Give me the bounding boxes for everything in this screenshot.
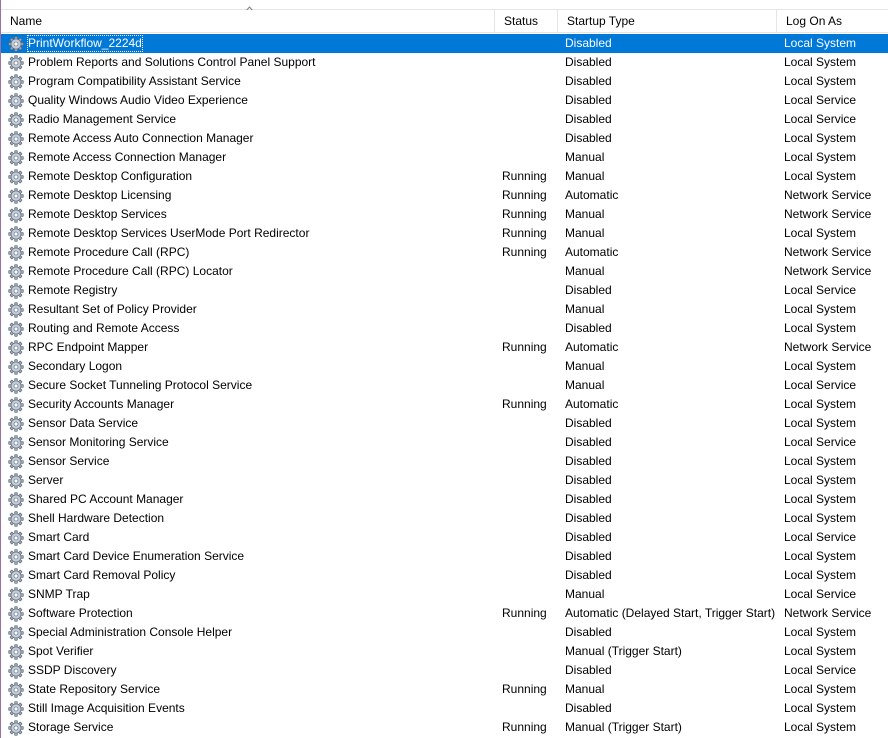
gear-icon	[8, 454, 24, 470]
service-name: Smart Card Device Enumeration Service	[28, 549, 245, 563]
service-log-on-as: Network Service	[784, 207, 872, 221]
service-name: Radio Management Service	[28, 112, 177, 126]
service-name: Shared PC Account Manager	[28, 492, 184, 506]
gear-icon	[8, 606, 24, 622]
gear-icon	[8, 36, 24, 52]
service-status	[495, 91, 558, 110]
service-startup-type: Automatic	[565, 245, 619, 259]
gear-icon	[8, 397, 24, 413]
service-name: Sensor Service	[28, 454, 110, 468]
gear-icon	[8, 169, 24, 185]
service-row[interactable]	[1, 167, 888, 186]
service-startup-type: Disabled	[565, 454, 612, 468]
service-name-cell	[1, 300, 495, 319]
service-name-cell	[1, 262, 495, 281]
gear-icon	[8, 207, 24, 223]
service-startup-type: Automatic (Delayed Start, Trigger Start)	[565, 606, 776, 620]
service-row[interactable]	[1, 262, 888, 281]
service-log-on-as: Local Service	[784, 378, 857, 392]
gear-icon	[8, 150, 24, 166]
service-name-cell	[1, 452, 495, 471]
service-status	[495, 528, 558, 547]
service-name-cell	[1, 661, 495, 680]
service-name: Routing and Remote Access	[28, 321, 180, 335]
service-log-on-as: Local Service	[784, 663, 857, 677]
service-row[interactable]	[1, 148, 888, 167]
column-header-row	[1, 10, 888, 33]
service-log-on-as: Local Service	[784, 283, 857, 297]
gear-icon	[8, 245, 24, 261]
service-status	[495, 452, 558, 471]
service-name-cell	[1, 186, 495, 205]
service-name: Sensor Monitoring Service	[28, 435, 169, 449]
service-row[interactable]	[1, 642, 888, 661]
service-name: Remote Access Connection Manager	[28, 150, 227, 164]
service-row[interactable]	[1, 338, 888, 357]
service-name-cell	[1, 281, 495, 300]
service-status: Running	[502, 682, 547, 696]
gear-icon	[8, 283, 24, 299]
service-name: Remote Procedure Call (RPC) Locator	[28, 264, 233, 278]
service-name-cell	[1, 414, 495, 433]
service-name-cell	[1, 566, 495, 585]
service-name: Secondary Logon	[28, 359, 123, 373]
service-row[interactable]	[1, 110, 888, 129]
service-name-cell	[1, 205, 495, 224]
service-row[interactable]	[1, 509, 888, 528]
service-name-cell	[1, 224, 495, 243]
service-log-on-as: Local System	[784, 302, 857, 316]
service-startup-type: Disabled	[565, 74, 612, 88]
service-name-cell	[1, 34, 495, 53]
service-startup-type: Disabled	[565, 283, 612, 297]
service-name-cell	[1, 148, 495, 167]
service-name: Special Administration Console Helper	[28, 625, 233, 639]
service-name: SNMP Trap	[28, 587, 90, 601]
gear-icon	[8, 378, 24, 394]
gear-icon	[8, 530, 24, 546]
service-name: Remote Desktop Licensing	[28, 188, 172, 202]
service-row[interactable]	[1, 490, 888, 509]
service-row[interactable]	[1, 72, 888, 91]
service-log-on-as: Local Service	[784, 587, 857, 601]
service-status	[495, 34, 558, 53]
gear-icon	[8, 720, 24, 736]
service-log-on-as: Network Service	[784, 188, 872, 202]
service-row[interactable]	[1, 699, 888, 718]
service-startup-type: Manual	[565, 359, 605, 373]
service-status	[495, 547, 558, 566]
service-name: Shell Hardware Detection	[28, 511, 165, 525]
service-startup-type: Disabled	[565, 530, 612, 544]
service-name: PrintWorkflow_2224d	[28, 36, 142, 50]
service-row[interactable]	[1, 376, 888, 395]
service-row[interactable]	[1, 718, 888, 737]
gear-icon	[8, 340, 24, 356]
service-name: Storage Service	[28, 720, 114, 734]
service-name-cell	[1, 509, 495, 528]
gear-icon	[8, 587, 24, 603]
service-startup-type: Disabled	[565, 701, 612, 715]
service-startup-type: Manual (Trigger Start)	[565, 644, 682, 658]
column-header-log-on-as[interactable]: Log On As	[786, 14, 843, 28]
service-name: Quality Windows Audio Video Experience	[28, 93, 248, 107]
service-status	[495, 129, 558, 148]
service-status	[495, 110, 558, 129]
gear-icon	[8, 264, 24, 280]
service-log-on-as: Local System	[784, 511, 857, 525]
service-row[interactable]	[1, 53, 888, 72]
service-row[interactable]	[1, 452, 888, 471]
gear-icon	[8, 568, 24, 584]
service-row[interactable]	[1, 414, 888, 433]
service-row[interactable]	[1, 471, 888, 490]
gear-icon	[8, 644, 24, 660]
gear-icon	[8, 416, 24, 432]
gear-icon	[8, 93, 24, 109]
service-log-on-as: Local System	[784, 454, 857, 468]
service-startup-type: Manual	[565, 587, 605, 601]
service-row[interactable]	[1, 547, 888, 566]
service-log-on-as: Network Service	[784, 245, 872, 259]
service-startup-type: Automatic	[565, 340, 619, 354]
service-row[interactable]	[1, 680, 888, 699]
service-status	[495, 281, 558, 300]
service-rows	[1, 34, 888, 737]
service-name: Remote Registry	[28, 283, 118, 297]
service-startup-type: Disabled	[565, 492, 612, 506]
service-status	[495, 661, 558, 680]
gear-icon	[8, 302, 24, 318]
service-name: Remote Desktop Services	[28, 207, 167, 221]
service-status: Running	[502, 720, 547, 734]
service-status	[495, 414, 558, 433]
service-status	[495, 623, 558, 642]
service-startup-type: Manual	[565, 302, 605, 316]
service-status	[495, 376, 558, 395]
service-status	[495, 300, 558, 319]
service-row[interactable]	[1, 205, 888, 224]
service-row[interactable]	[1, 395, 888, 414]
service-row[interactable]	[1, 528, 888, 547]
service-log-on-as: Local System	[784, 150, 857, 164]
service-name-cell	[1, 376, 495, 395]
service-startup-type: Disabled	[565, 131, 612, 145]
service-name-cell	[1, 547, 495, 566]
service-log-on-as: Local System	[784, 492, 857, 506]
service-startup-type: Disabled	[565, 549, 612, 563]
gear-icon	[8, 55, 24, 71]
service-startup-type: Manual (Trigger Start)	[565, 720, 682, 734]
gear-icon	[8, 226, 24, 242]
service-row[interactable]	[1, 566, 888, 585]
service-name-cell	[1, 604, 495, 623]
service-log-on-as: Local System	[784, 359, 857, 373]
service-log-on-as: Local System	[784, 720, 857, 734]
service-log-on-as: Local System	[784, 416, 857, 430]
service-log-on-as: Local Service	[784, 435, 857, 449]
service-name: Spot Verifier	[28, 644, 94, 658]
service-name: Remote Procedure Call (RPC)	[28, 245, 190, 259]
service-startup-type: Disabled	[565, 416, 612, 430]
service-startup-type: Disabled	[565, 93, 612, 107]
service-row[interactable]	[1, 34, 888, 53]
service-status: Running	[502, 207, 547, 221]
service-log-on-as: Local System	[784, 321, 857, 335]
service-row[interactable]	[1, 129, 888, 148]
service-status: Running	[502, 606, 547, 620]
service-status	[495, 53, 558, 72]
gear-icon	[8, 359, 24, 375]
service-startup-type: Manual	[565, 682, 605, 696]
service-name: SSDP Discovery	[28, 663, 117, 677]
service-row[interactable]	[1, 281, 888, 300]
service-name: Still Image Acquisition Events	[28, 701, 185, 715]
service-log-on-as: Local System	[784, 682, 857, 696]
service-status	[495, 433, 558, 452]
service-status	[495, 471, 558, 490]
gear-icon	[8, 321, 24, 337]
service-name-cell	[1, 433, 495, 452]
gear-icon	[8, 492, 24, 508]
service-log-on-as: Local System	[784, 36, 857, 50]
service-startup-type: Manual	[565, 169, 605, 183]
service-name: Remote Desktop Services UserMode Port Redirector	[28, 226, 310, 240]
service-log-on-as: Local System	[784, 473, 857, 487]
service-row[interactable]	[1, 357, 888, 376]
service-log-on-as: Local System	[784, 169, 857, 183]
service-startup-type: Disabled	[565, 473, 612, 487]
service-status	[495, 262, 558, 281]
service-name: Smart Card Removal Policy	[28, 568, 176, 582]
gear-icon	[8, 74, 24, 90]
service-name-cell	[1, 395, 495, 414]
service-log-on-as: Local System	[784, 549, 857, 563]
service-name: Server	[28, 473, 64, 487]
service-startup-type: Disabled	[565, 55, 612, 69]
service-log-on-as: Network Service	[784, 264, 872, 278]
service-name-cell	[1, 528, 495, 547]
service-name-cell	[1, 91, 495, 110]
gear-icon	[8, 511, 24, 527]
service-name-cell	[1, 490, 495, 509]
service-name: Sensor Data Service	[28, 416, 139, 430]
service-log-on-as: Local System	[784, 625, 857, 639]
gear-icon	[8, 701, 24, 717]
service-status	[495, 566, 558, 585]
service-startup-type: Disabled	[565, 625, 612, 639]
service-startup-type: Disabled	[565, 435, 612, 449]
service-row[interactable]	[1, 319, 888, 338]
service-startup-type: Disabled	[565, 321, 612, 335]
service-log-on-as: Local Service	[784, 93, 857, 107]
service-name: State Repository Service	[28, 682, 161, 696]
service-name: Remote Desktop Configuration	[28, 169, 193, 183]
service-row[interactable]	[1, 186, 888, 205]
service-log-on-as: Local System	[784, 131, 857, 145]
service-name: Smart Card	[28, 530, 90, 544]
gear-icon	[8, 625, 24, 641]
service-status	[495, 642, 558, 661]
service-row[interactable]	[1, 661, 888, 680]
service-name: Resultant Set of Policy Provider	[28, 302, 197, 316]
service-row[interactable]	[1, 604, 888, 623]
service-startup-type: Manual	[565, 226, 605, 240]
service-name-cell	[1, 167, 495, 186]
gear-icon	[8, 112, 24, 128]
service-status	[495, 319, 558, 338]
column-header-name[interactable]: Name	[1, 10, 495, 32]
service-log-on-as: Local System	[784, 644, 857, 658]
service-name-cell	[1, 680, 495, 699]
service-status	[495, 509, 558, 528]
service-name-cell	[1, 319, 495, 338]
service-startup-type: Disabled	[565, 568, 612, 582]
service-log-on-as: Local System	[784, 397, 857, 411]
column-header-startup-type[interactable]: Startup Type	[558, 10, 777, 32]
gear-icon	[8, 435, 24, 451]
service-startup-type: Manual	[565, 150, 605, 164]
service-name-cell	[1, 642, 495, 661]
service-log-on-as: Local Service	[784, 112, 857, 126]
service-status: Running	[502, 188, 547, 202]
service-name-cell	[1, 338, 495, 357]
service-log-on-as: Local System	[784, 568, 857, 582]
gear-icon	[8, 663, 24, 679]
service-row[interactable]	[1, 224, 888, 243]
service-status: Running	[502, 245, 547, 259]
service-status	[495, 699, 558, 718]
service-name-cell	[1, 718, 495, 737]
service-log-on-as: Network Service	[784, 340, 872, 354]
service-name-cell	[1, 110, 495, 129]
gear-icon	[8, 473, 24, 489]
toolbar-edge	[1, 0, 888, 10]
service-name-cell	[1, 129, 495, 148]
service-name: Security Accounts Manager	[28, 397, 175, 411]
service-name: Program Compatibility Assistant Service	[28, 74, 241, 88]
service-status: Running	[502, 397, 547, 411]
service-status	[495, 72, 558, 91]
service-name-cell	[1, 243, 495, 262]
service-row[interactable]	[1, 433, 888, 452]
gear-icon	[8, 188, 24, 204]
service-name-cell	[1, 623, 495, 642]
service-name: Problem Reports and Solutions Control Panel Support	[28, 55, 316, 69]
service-log-on-as: Local System	[784, 226, 857, 240]
service-name: Secure Socket Tunneling Protocol Service	[28, 378, 253, 392]
service-log-on-as: Network Service	[784, 606, 872, 620]
gear-icon	[8, 682, 24, 698]
service-log-on-as: Local Service	[784, 530, 857, 544]
service-name: Remote Access Auto Connection Manager	[28, 131, 254, 145]
service-log-on-as: Local System	[784, 55, 857, 69]
service-startup-type: Manual	[565, 378, 605, 392]
service-status	[495, 585, 558, 604]
service-log-on-as: Local System	[784, 74, 857, 88]
service-row[interactable]	[1, 91, 888, 110]
service-name-cell	[1, 72, 495, 91]
service-status: Running	[502, 169, 547, 183]
service-startup-type: Disabled	[565, 112, 612, 126]
service-row[interactable]	[1, 243, 888, 262]
service-status	[495, 357, 558, 376]
service-startup-type: Manual	[565, 264, 605, 278]
service-name-cell	[1, 471, 495, 490]
service-startup-type: Disabled	[565, 36, 612, 50]
service-name-cell	[1, 357, 495, 376]
service-row[interactable]	[1, 585, 888, 604]
service-log-on-as: Local System	[784, 701, 857, 715]
service-status: Running	[502, 340, 547, 354]
service-startup-type: Disabled	[565, 511, 612, 525]
service-startup-type: Automatic	[565, 397, 619, 411]
service-status: Running	[502, 226, 547, 240]
service-startup-type: Automatic	[565, 188, 619, 202]
column-header-status[interactable]: Status	[495, 10, 558, 32]
service-name: RPC Endpoint Mapper	[28, 340, 149, 354]
service-row[interactable]	[1, 623, 888, 642]
service-name-cell	[1, 53, 495, 72]
service-name: Software Protection	[28, 606, 133, 620]
service-status	[495, 148, 558, 167]
service-row[interactable]	[1, 300, 888, 319]
gear-icon	[8, 131, 24, 147]
gear-icon	[8, 549, 24, 565]
service-name-cell	[1, 699, 495, 718]
service-startup-type: Disabled	[565, 663, 612, 677]
service-status	[495, 490, 558, 509]
service-startup-type: Manual	[565, 207, 605, 221]
service-name-cell	[1, 585, 495, 604]
